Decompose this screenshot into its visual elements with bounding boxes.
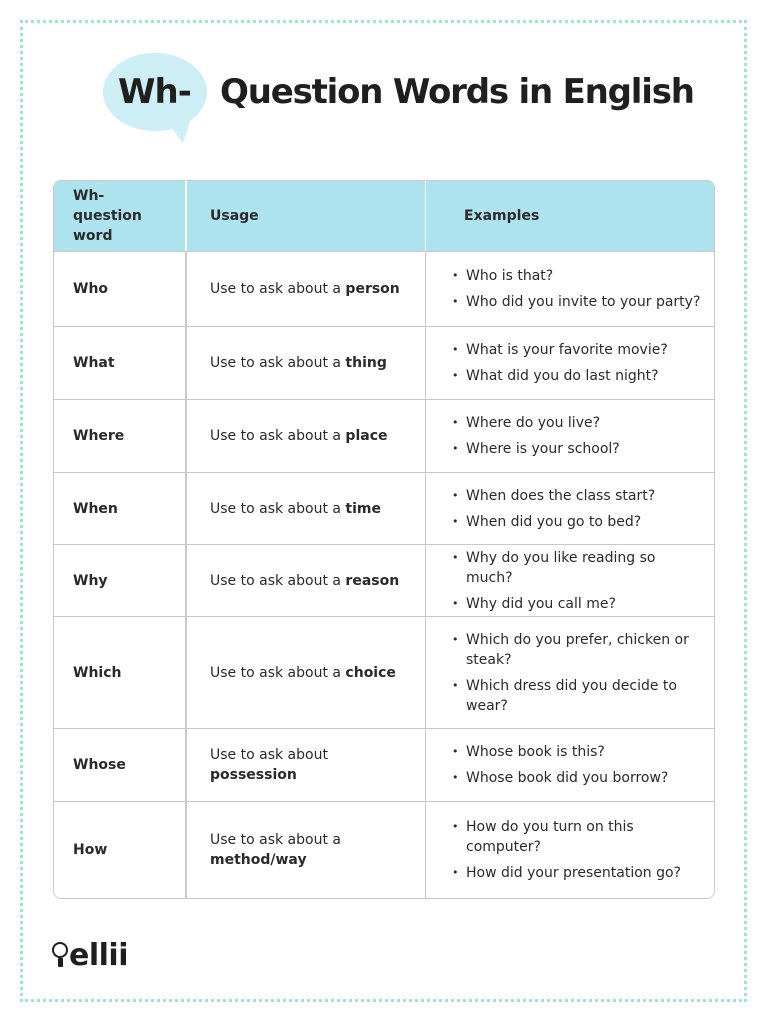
table-row	[54, 472, 714, 544]
usage-text: Use to ask about a reason	[187, 545, 426, 616]
example-item: • Why did you call me?	[452, 594, 704, 614]
usage-text: Use to ask about a method/way	[187, 802, 426, 898]
example-item: • When does the class start?	[452, 486, 655, 506]
example-item: • How did your presentation go?	[452, 863, 704, 883]
question-word: Why	[54, 545, 187, 616]
examples-cell	[426, 252, 714, 326]
question-word: Whose	[54, 729, 187, 801]
table-row	[54, 801, 714, 898]
header-word: Wh- question word	[54, 181, 187, 251]
examples-cell	[426, 473, 714, 544]
page-title	[0, 50, 768, 145]
header-examples: Examples	[464, 208, 540, 224]
question-word: Where	[54, 400, 187, 472]
table-header-row	[54, 181, 714, 251]
table-row	[54, 399, 714, 472]
example-item: • When did you go to bed?	[452, 512, 655, 532]
example-item: • Whose book is this?	[452, 742, 668, 762]
examples-cell	[426, 400, 714, 472]
table-row	[54, 728, 714, 801]
question-word: When	[54, 473, 187, 544]
table-row	[54, 326, 714, 399]
header-usage: Usage	[187, 181, 426, 251]
example-item: • Why do you like reading so much?	[452, 548, 704, 588]
table-row	[54, 251, 714, 326]
examples-cell	[426, 545, 714, 616]
usage-text: Use to ask about a time	[187, 473, 426, 544]
usage-text: Use to ask about a choice	[187, 617, 426, 728]
examples-cell	[426, 327, 714, 399]
example-item: • Whose book did you borrow?	[452, 768, 668, 788]
table-row	[54, 544, 714, 616]
ellii-logo[interactable]	[52, 938, 128, 972]
example-item: • Which do you prefer, chicken or steak?	[452, 630, 704, 670]
example-item: • What did you do last night?	[452, 366, 668, 386]
title-main: Question Words in English	[220, 72, 694, 112]
examples-cell	[426, 617, 714, 728]
example-item: • Where do you live?	[452, 413, 620, 433]
title-prefix: Wh-	[118, 72, 191, 112]
example-item: • How do you turn on this computer?	[452, 817, 704, 857]
question-word: How	[54, 802, 187, 898]
usage-text: Use to ask about a thing	[187, 327, 426, 399]
question-word: Who	[54, 252, 187, 326]
lightbulb-icon	[52, 940, 68, 970]
usage-text: Use to ask about a person	[187, 252, 426, 326]
example-item: • Who did you invite to your party?	[452, 292, 700, 312]
usage-text: Use to ask about possession	[187, 729, 426, 801]
examples-cell	[426, 802, 714, 898]
examples-cell	[426, 729, 714, 801]
question-words-table	[53, 180, 715, 899]
question-word: What	[54, 327, 187, 399]
example-item: • Where is your school?	[452, 439, 620, 459]
example-item: • Who is that?	[452, 266, 700, 286]
table-row	[54, 616, 714, 728]
usage-text: Use to ask about a place	[187, 400, 426, 472]
question-word: Which	[54, 617, 187, 728]
logo-text: ellii	[69, 937, 128, 973]
example-item: • Which dress did you decide to wear?	[452, 676, 704, 716]
example-item: • What is your favorite movie?	[452, 340, 668, 360]
